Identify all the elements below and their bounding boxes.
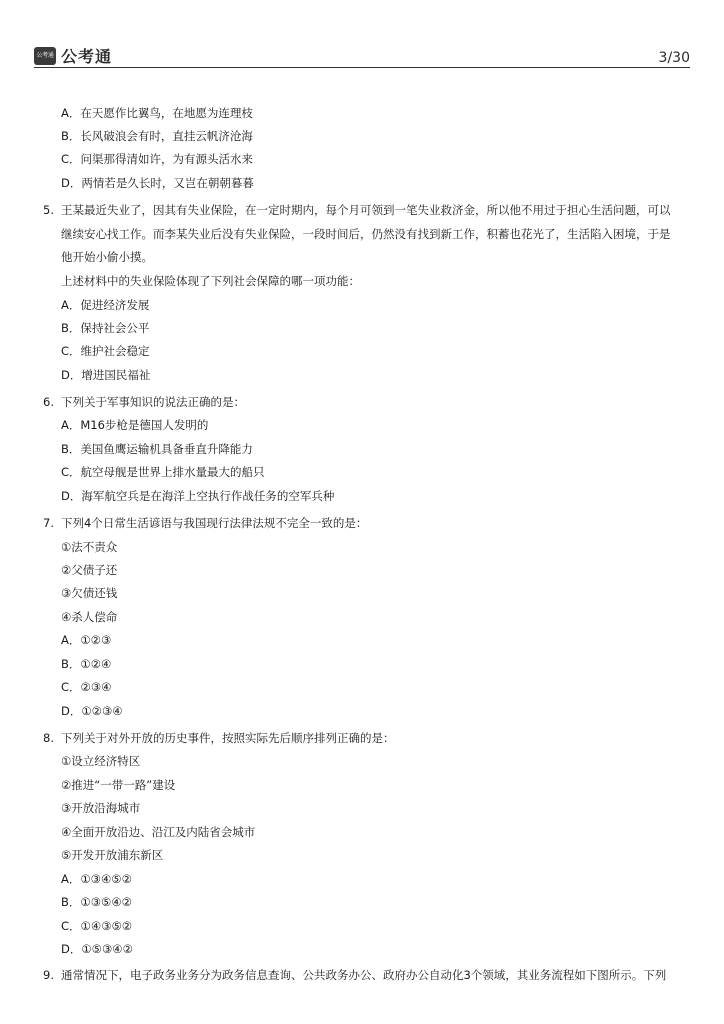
page-number: 3/30 — [658, 50, 690, 66]
q8-option-c: C．①④③⑤② — [61, 919, 133, 933]
q8-item-2: ②推进“一带一路”建设 — [61, 778, 176, 792]
q7-option-c: C．②③④ — [61, 680, 112, 694]
logo-badge-icon: 公考通 — [34, 47, 56, 65]
q8-number: 8. — [43, 731, 54, 745]
q7-text: 下列4个日常生活谚语与我国现行法律法规不完全一致的是： — [61, 516, 368, 530]
q5-option-b: B．保持社会公平 — [61, 321, 150, 335]
q6-option-d: D．海军航空兵是在海洋上空执行作战任务的空军兵种 — [61, 489, 335, 503]
q8-option-d: D．①⑤③④② — [61, 942, 133, 956]
q8-item-4: ④全面开放沿边、沿江及内陆省会城市 — [61, 825, 256, 839]
q4-option-d: D．两情若是久长时，又岂在朝朝暮暮 — [61, 176, 254, 190]
q6-option-b: B．美国鱼鹰运输机具备垂直升降能力 — [61, 442, 253, 456]
q5-option-d: D．增进国民福祉 — [61, 368, 151, 382]
q4-option-c: C．问渠那得清如许，为有源头活水来 — [61, 152, 254, 166]
q7-option-a: A．①②③ — [61, 633, 112, 647]
q4-option-a: A．在天愿作比翼鸟，在地愿为连理枝 — [61, 106, 253, 120]
q6-option-a: A．M16步枪是德国人发明的 — [61, 418, 209, 432]
q8-option-a: A．①③④⑤② — [61, 872, 132, 886]
q8-item-5: ⑤开发开放浦东新区 — [61, 848, 164, 862]
q8-option-b: B．①③⑤④② — [61, 895, 132, 909]
q9-text: 通常情况下，电子政务业务分为政务信息查询、公共政务办公、政府办公自动化3个领域，其业务流程如下图所示。下列 — [61, 968, 667, 982]
q8-item-1: ①设立经济特区 — [61, 754, 141, 768]
q9-number: 9. — [43, 968, 54, 982]
q5-option-a: A．促进经济发展 — [61, 298, 150, 312]
q7-item-2: ②父债子还 — [61, 563, 118, 577]
q5-text-line-3: 他开始小偷小摸。 — [61, 250, 153, 264]
q5-text-line-2: 继续安心找工作。而李某失业后没有失业保险，一段时间后，仍然没有找到新工作，积蓄也花光了，生活陷入困境，于是 — [61, 227, 671, 241]
q7-item-1: ①法不责众 — [61, 540, 118, 554]
logo-text: 公考通 — [61, 47, 113, 66]
q8-item-3: ③开放沿海城市 — [61, 801, 141, 815]
q5-number: 5. — [43, 203, 54, 217]
q7-option-d: D．①②③④ — [61, 704, 123, 718]
q4-option-b: B．长风破浪会有时，直挂云帆济沧海 — [61, 129, 253, 143]
q7-number: 7. — [43, 516, 54, 530]
page-header — [34, 40, 690, 68]
site-logo — [34, 44, 112, 67]
q6-option-c: C．航空母舰是世界上排水量最大的船只 — [61, 465, 265, 479]
q7-item-3: ③欠债还钱 — [61, 586, 118, 600]
q8-text: 下列关于对外开放的历史事件，按照实际先后顺序排列正确的是： — [61, 731, 395, 745]
q5-option-c: C．维护社会稳定 — [61, 344, 150, 358]
q7-option-b: B．①②④ — [61, 657, 112, 671]
q6-text: 下列关于军事知识的说法正确的是： — [61, 395, 245, 409]
q7-item-4: ④杀人偿命 — [61, 610, 118, 624]
header-divider — [34, 67, 690, 68]
q5-text-line-4: 上述材料中的失业保险体现了下列社会保障的哪一项功能： — [61, 274, 360, 288]
q5-text-line-1: 王某最近失业了，因其有失业保险，在一定时期内，每个月可领到一笔失业救济金，所以他不用过于担心生活问题，可以 — [61, 203, 671, 217]
q6-number: 6. — [43, 395, 54, 409]
